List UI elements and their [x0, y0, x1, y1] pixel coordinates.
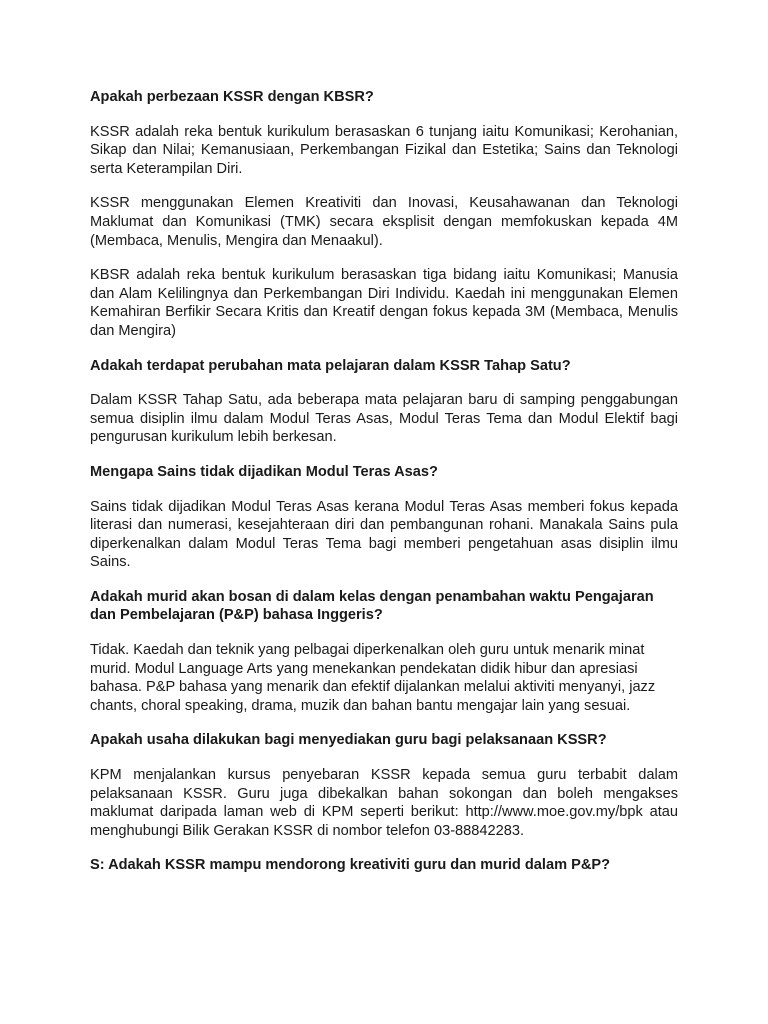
- question-heading: Apakah usaha dilakukan bagi menyediakan guru bagi pelaksanaan KSSR?: [90, 732, 607, 749]
- answer-paragraph: KSSR menggunakan Elemen Kreativiti dan Inovasi, Keusahawanan dan Teknologi Maklumat dan Komunikasi (TMK) secara eksplisit dengan memfokuskan kepada 4M (Membaca, Menulis, Mengira dan Menaakul).: [90, 195, 678, 249]
- question-heading: Adakah murid akan bosan di dalam kelas dengan penambahan waktu Pengajaran dan Pembelajaran (P&P) bahasa Inggeris?: [90, 588, 654, 624]
- answer-paragraph: Dalam KSSR Tahap Satu, ada beberapa mata pelajaran baru di samping penggabungan semua disiplin ilmu dalam Modul Teras Asas, Modul Teras Tema dan Modul Elektif bagi pengurusan kurikulum lebih berkesan.: [90, 392, 678, 446]
- answer-paragraph: KBSR adalah reka bentuk kurikulum berasaskan tiga bidang iaitu Komunikasi; Manusia dan Alam Kelilingnya dan Perkembangan Diri Individu. Kaedah ini menggunakan Elemen Kemahiran Berfikir Secara Kritis dan Kreatif dengan fokus kepada 3M (Membaca, Menulis dan Mengira): [90, 267, 678, 339]
- question-heading: Apakah perbezaan KSSR dengan KBSR?: [90, 89, 374, 105]
- question-heading: Mengapa Sains tidak dijadikan Modul Teras Asas?: [90, 463, 438, 480]
- answer-paragraph: KSSR adalah reka bentuk kurikulum berasaskan 6 tunjang iaitu Komunikasi; Kerohanian, Sikap dan Nilai; Kemanusiaan, Perkembangan Fizikal dan Estetika; Sains dan Teknologi serta Keterampilan Diri.: [90, 123, 678, 177]
- document-page: [90, 88, 678, 891]
- question-heading: S: Adakah KSSR mampu mendorong kreativiti guru dan murid dalam P&P?: [90, 857, 611, 874]
- answer-paragraph: KPM menjalankan kursus penyebaran KSSR kepada semua guru terbabit dalam pelaksanaan KSSR. Guru juga dibekalkan bahan sokongan dan boleh mengakses maklumat daripada laman web di KPM seperti berikut: http://www.moe.gov.my/bpk atau menghubungi Bilik Gerakan KSSR di nombor telefon 03-88842283.: [90, 767, 678, 839]
- question-heading: Adakah terdapat perubahan mata pelajaran dalam KSSR Tahap Satu?: [90, 357, 571, 374]
- answer-paragraph: Tidak. Kaedah dan teknik yang pelbagai diperkenalkan oleh guru untuk menarik minat murid. Modul Language Arts yang menekankan pendekatan didik hibur dan apresiasi bahasa. P&P bahasa yang menarik dan efektif dijalankan melalui aktiviti menyanyi, jazz chants, choral speaking, drama, muzik dan bahan bantu mengajar lain yang sesuai.: [90, 642, 656, 714]
- answer-paragraph: Sains tidak dijadikan Modul Teras Asas kerana Modul Teras Asas memberi fokus kepada literasi dan numerasi, kesejahteraan diri dan pembangunan rohani. Manakala Sains pula diperkenalkan dalam Modul Teras Tema bagi memberi pengetahuan asas disiplin ilmu Sains.: [90, 498, 678, 571]
